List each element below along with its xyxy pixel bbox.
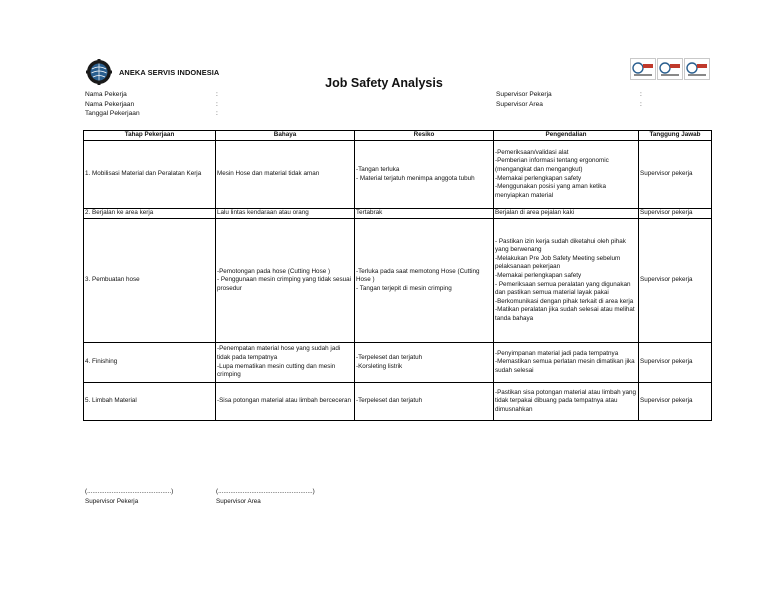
meta-colon: :	[640, 100, 642, 108]
meta-colon: :	[216, 91, 218, 98]
meta-label: Nama Pekerjaan	[85, 100, 135, 108]
cell-line: -Berkomunikasi dengan pihak terkait di area kerja	[495, 297, 634, 305]
meta-label: Nama Pekerja	[85, 91, 127, 98]
meta-colon: :	[216, 100, 218, 108]
cell-tahap: 4. Finishing	[84, 343, 216, 383]
cell-pengendalian	[494, 219, 639, 343]
cell-tanggung-jawab: Supervisor pekerja	[639, 383, 712, 421]
document-title: Job Safety Analysis	[325, 76, 443, 90]
cell-tahap: 2. Berjalan ke area kerja	[84, 209, 216, 219]
cell-line: -Pemberian informasi tentang ergonomic (mengangkat dan mengangkut)	[495, 157, 609, 173]
cell-tanggung-jawab: Supervisor pekerja	[639, 343, 712, 383]
cell-line: -Penempatan material hose yang sudah jadi tidak pada tempatnya	[217, 345, 341, 361]
meta-labels-right	[496, 90, 552, 109]
cell-tahap: 3. Pembuatan hose	[84, 219, 216, 343]
meta-labels-left	[85, 90, 140, 119]
table-row	[84, 343, 712, 383]
cell-line: -Pemotongan pada hose (Cutting Hose )	[217, 267, 331, 275]
signature-line: (................................................)	[85, 488, 174, 495]
jsa-table	[83, 130, 712, 421]
cell-line: -Matikan peralatan jika sudah selesai atau melihat tanda bahaya	[495, 306, 635, 322]
cell-line: -Terluka pada saat memotong Hose (Cutting Hose )	[356, 267, 480, 284]
cell-line: -Memastikan semua perlatan mesin dimatikan jika sudah selesai	[495, 358, 635, 374]
meta-label: Supervisor Area	[496, 100, 543, 108]
cell-line: -Lupa mematikan mesin cutting dan mesin crimping	[217, 362, 336, 379]
header-pengendalian: Pengendalian	[494, 131, 639, 141]
cell-bahaya	[216, 219, 355, 343]
cell-tahap: 5. Limbah Material	[84, 383, 216, 421]
cell-line: - Penggunaan mesin crimping yang tidak sesuai prosedur	[217, 276, 352, 292]
cell-line: -Melakukan Pre Job Safety Meeting sebelum pelaksanaan pekerjaan	[495, 254, 621, 271]
header-bahaya: Bahaya	[216, 131, 355, 141]
cell-pengendalian	[494, 383, 639, 421]
cell-bahaya	[216, 343, 355, 383]
table-header-row	[84, 131, 712, 141]
meta-label: Tanggal Pekerjaan	[85, 110, 140, 118]
cell-bahaya	[216, 209, 355, 219]
meta-colon: :	[216, 110, 218, 118]
table-row	[84, 141, 712, 209]
table-row	[84, 383, 712, 421]
cell-pengendalian	[494, 343, 639, 383]
cell-line: -Menggunakan posisi yang aman ketika menyiapkan material	[495, 183, 606, 199]
cell-line: -Penyimpanan material jadi pada tempatnya	[495, 349, 619, 357]
cell-line: -Terpeleset dan terjatuh	[356, 397, 423, 405]
cell-pengendalian	[494, 209, 639, 219]
cell-line: -Terpeleset dan terjatuh	[356, 353, 423, 361]
header-tanggung-jawab: Tanggung Jawab	[639, 131, 712, 141]
cell-tanggung-jawab: Supervisor pekerja	[639, 219, 712, 343]
meta-colons-right	[640, 90, 642, 109]
cell-line: -Memakai perlengkapan safety	[495, 174, 582, 182]
cell-resiko	[355, 343, 494, 383]
cell-resiko	[355, 219, 494, 343]
cell-tanggung-jawab: Supervisor pekerja	[639, 209, 712, 219]
cell-line: -Korsleting listrik	[356, 362, 403, 370]
cell-resiko	[355, 209, 494, 219]
signature-supervisor-area	[216, 487, 315, 507]
signature-role: Supervisor Pekerja	[85, 498, 139, 505]
table-row	[84, 209, 712, 219]
cell-tahap: 1. Mobilisasi Material dan Peralatan Kerja	[84, 141, 216, 209]
meta-colon: :	[640, 91, 642, 98]
cell-line: - Pemeriksaan semua peralatan yang digunakan dan pastikan semua material layak pakai	[495, 280, 631, 297]
cell-line: -Sisa potongan material atau limbah berceceran	[217, 397, 352, 405]
header-resiko: Resiko	[355, 131, 494, 141]
cell-line: - Material terjatuh menimpa anggota tubuh	[356, 174, 475, 182]
signature-role: Supervisor Area	[216, 498, 261, 505]
cell-tanggung-jawab: Supervisor pekerja	[639, 141, 712, 209]
cell-line: - Pastikan izin kerja sudah diketahui oleh pihak yang berwenang	[495, 237, 626, 254]
cell-line: Berjalan di area pejalan kaki	[495, 209, 575, 217]
cell-bahaya	[216, 141, 355, 209]
cell-line: Lalu lintas kendaraan atau orang	[217, 209, 309, 217]
cell-bahaya	[216, 383, 355, 421]
header-tahap-pekerjaan: Tahap Pekerjaan	[84, 131, 216, 141]
signature-supervisor-pekerja	[85, 487, 173, 507]
meta-label: Supervisor Pekerja	[496, 91, 552, 98]
cell-line: -Pemeriksaan/validasi alat	[495, 148, 569, 156]
meta-colons-left	[216, 90, 218, 119]
company-name: ANEKA SERVIS INDONESIA	[119, 68, 220, 77]
cell-resiko	[355, 141, 494, 209]
cell-line: -Memakai perlengkapan safety	[495, 271, 582, 279]
cell-pengendalian	[494, 141, 639, 209]
cell-line: - Tangan terjepit di mesin crimping	[356, 284, 452, 292]
cell-line: Tertabrak	[356, 209, 383, 217]
cell-resiko	[355, 383, 494, 421]
table-row	[84, 219, 712, 343]
cell-line: -Tangan terluka	[356, 165, 400, 173]
signature-line: (......................................................)	[216, 488, 315, 495]
cell-line: Mesin Hose dan material tidak aman	[217, 170, 320, 178]
cell-line: -Pastikan sisa potongan material atau limbah yang tidak terpakai dibuang pada tempatnya atau dimusnahkan	[495, 388, 637, 413]
